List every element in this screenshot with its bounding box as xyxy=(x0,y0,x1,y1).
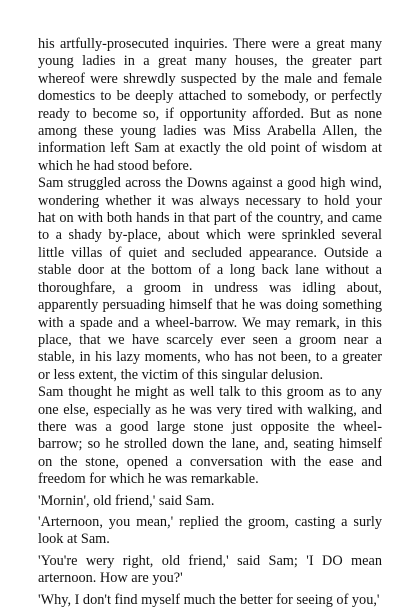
paragraph-downs: Sam struggled across the Downs against a good high wind, wondering whether it was always necessary to hold your hat on with both hands in that part of the country, and came to a shady by-place, about which were sprinkled several little villas of quiet and secluded appearance. Outside a stable door at the bottom of a long back lane without a thoroughfare, a groom in undress was idling about, apparently persuading himself that he was doing something with a spade and a wheel-barrow. We may remark, in this place, that we have scarcely ever seen a groom near a stable, in his lazy moments, who has not been, to a greater or less extent, the victim of this singular delusion. xyxy=(38,175,382,383)
paragraph-inquiries: his artfully-prosecuted inquiries. There were a great many young ladies in a great many houses, the greater part whereof were shrewdly suspected by the male and female domestics to be deeply attached to somebody, or perfectly ready to become so, if opportunity afforded. But as none among these young ladies was Miss Arabella Allen, the information left Sam at exactly the old point of wisdom at which he had stood before. xyxy=(38,36,382,174)
dialogue-why: 'Why, I don't find myself much the better for seeing of you,' xyxy=(38,591,380,608)
dialogue-arternoon: 'Arternoon, you mean,' replied the groom, casting a surly look at Sam. xyxy=(38,513,382,548)
book-page xyxy=(38,36,382,609)
dialogue-mornin: 'Mornin', old friend,' said Sam. xyxy=(38,492,215,509)
dialogue-wery-right: 'You're wery right, old friend,' said Sam; 'I DO mean arternoon. How are you?' xyxy=(38,552,382,587)
paragraph-groom-talk: Sam thought he might as well talk to this groom as to any one else, especially as he was very tired with walking, and there was a good large stone just opposite the wheel-barrow; so he strolled down the lane, and, seating himself on the stone, opened a conversation with the ease and freedom for which he was remarkable. xyxy=(38,384,382,488)
